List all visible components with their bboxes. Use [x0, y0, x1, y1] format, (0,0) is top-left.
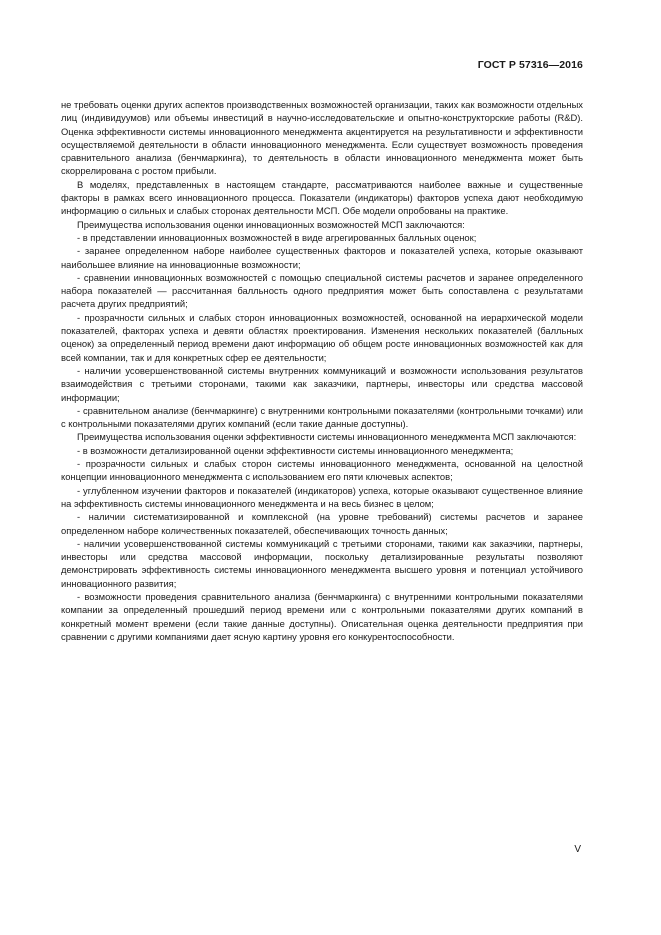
list-item: - наличии усовершенствованной системы коммуникаций с третьими сторонами, такими как заказчики, партнеры, инвесторы или средства массовой информации, поскольку детализированные результаты позволяют демонстрировать эффективность системы инновационного менеджмента высшего уровня и потенциал устойчивого инновационного развития;	[61, 537, 583, 589]
page-number: V	[574, 844, 581, 855]
list-item: - в возможности детализированной оценки эффективности системы инновационного менеджмента;	[77, 444, 514, 456]
list-item: - прозрачности сильных и слабых сторон инновационных возможностей, основанной на иерархической модели показателей, факторах успеха и девяти областях проектирования. Изменения нескольких показателей (балльных оценок) за определенный период времени дают информацию об общем росте инновационных возможностей как для всей компании, так и для конкретных сфер ее деятельности;	[61, 311, 583, 363]
list-item: - прозрачности сильных и слабых сторон системы инновационного менеджмента, основанной на целостной концепции инновационного менеджмента с использованием его пяти ключевых аспектов;	[61, 458, 583, 483]
list-item: - сравнении инновационных возможностей с помощью специальной системы расчетов и заранее определенного набора показателей — рассчитанная балльность одного предприятия может быть сопоставлена с результатами расчета других предприятий;	[61, 271, 583, 310]
list-item: - возможности проведения сравнительного анализа (бенчмаркинга) с внутренними контрольными показателями компании за определенный прошедший период времени или с контрольными показателями других компаний в конкретный момент времени (если такие данные доступны). Описательная оценка деятельности предприятия при сравнении с другими компаниями дает ясную картину уровня его конкурентоспособности.	[61, 590, 583, 642]
document-number-header: ГОСТ Р 57316—2016	[477, 59, 583, 71]
paragraph: не требовать оценки других аспектов производственных возможностей организации, таких как возможности отдельных лиц (индивидуумов) или объемы инвестиций в научно-исследовательские и опытно-конструкторские работы (R&D). Оценка эффективности системы инновационного менеджмента акцентируется на результативности и эффективности осуществляемой деятельности в области инновационного менеджмента. Если существует возможность проведения сравнительного анализа (бенчмаркинга), то деятельность в области инновационного менеджмента может быть скоррелирована с ростом прибыли.	[61, 99, 583, 177]
body-text	[61, 98, 583, 643]
list-item: - углубленном изучении факторов и показателей (индикаторов) успеха, которые оказывают существенное влияние на эффективность системы инновационного менеджмента и на весь бизнес в целом;	[61, 484, 583, 509]
list-item: - сравнительном анализе (бенчмаркинге) с внутренними контрольными показателями (контрольными точками) или с контрольными показателями других компаний (если такие данные доступны).	[61, 404, 583, 430]
paragraph: Преимущества использования оценки инновационных возможностей МСП заключаются:	[77, 218, 465, 230]
list-item: - заранее определенном наборе наиболее существенных факторов и показателей успеха, которые оказывают наибольшее влияние на инновационные возможности;	[61, 245, 583, 270]
paragraph: В моделях, представленных в настоящем стандарте, рассматриваются наиболее важные и существенные факторы в рамках всего инновационного процесса. Показатели (индикаторы) факторов успеха дают необходимую информацию о сильных и слабых сторонах деятельности МСП. Обе модели опробованы на практике.	[61, 178, 583, 217]
list-item: - наличии усовершенствованной системы внутренних коммуникаций и возможности использования результатов взаимодействия с третьими сторонами, такими как заказчики, партнеры, инвесторы или средства массовой информации;	[61, 364, 583, 403]
list-item: - в представлении инновационных возможностей в виде агрегированных балльных оценок;	[77, 231, 477, 243]
paragraph: Преимущества использования оценки эффективности системы инновационного менеджмента МСП заключаются:	[77, 431, 577, 443]
list-item: - наличии систематизированной и комплексной (на уровне требований) системы расчетов и заранее определенном наборе количественных показателей, обеспечивающих точность данных;	[61, 511, 583, 536]
